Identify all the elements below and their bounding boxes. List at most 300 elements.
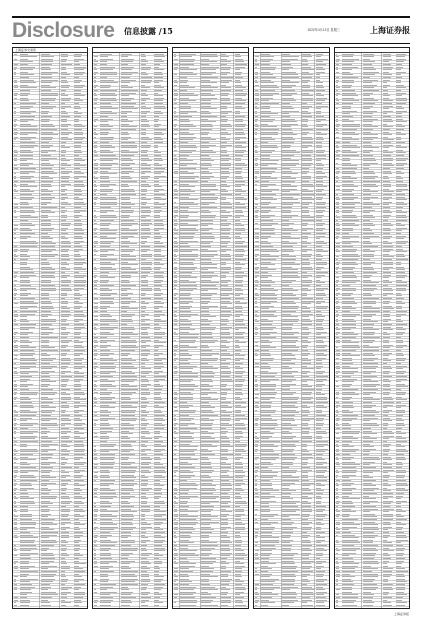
text-mark — [180, 503, 187, 504]
text-mark — [342, 316, 356, 317]
text-mark — [41, 576, 54, 577]
text-mark — [316, 527, 322, 528]
text-mark — [316, 384, 326, 385]
text-mark — [100, 145, 112, 146]
text-mark — [174, 454, 176, 455]
text-mark — [363, 186, 378, 187]
text-mark — [336, 189, 340, 190]
text-mark — [20, 524, 36, 525]
text-mark — [316, 119, 326, 120]
text-mark — [20, 509, 28, 510]
text-mark — [100, 160, 113, 161]
text-mark — [235, 373, 243, 374]
text-mark — [41, 327, 49, 328]
text-mark — [302, 410, 309, 411]
text-mark — [100, 470, 109, 471]
text-mark — [282, 360, 290, 361]
text-mark — [282, 69, 289, 70]
text-mark — [141, 264, 152, 265]
text-mark — [61, 87, 70, 88]
text-mark — [383, 384, 390, 385]
text-mark — [41, 358, 56, 359]
text-mark — [221, 446, 232, 447]
text-mark — [94, 298, 98, 299]
text-mark — [141, 428, 146, 429]
text-mark — [282, 189, 297, 190]
text-mark — [100, 173, 117, 174]
text-mark — [100, 321, 118, 322]
text-mark — [180, 428, 197, 429]
text-mark — [302, 155, 310, 156]
text-mark — [221, 163, 230, 164]
text-mark — [316, 288, 328, 289]
text-mark — [100, 298, 114, 299]
text-mark — [255, 280, 259, 281]
text-mark — [302, 470, 311, 471]
text-mark — [154, 558, 159, 559]
text-mark — [20, 202, 28, 203]
text-mark — [363, 373, 372, 374]
text-mark — [396, 498, 401, 499]
text-mark — [302, 176, 311, 177]
text-mark — [302, 72, 309, 73]
text-mark — [154, 540, 165, 541]
text-mark — [261, 392, 276, 393]
text-mark — [342, 277, 357, 278]
text-mark — [154, 113, 163, 114]
text-mark — [363, 472, 373, 473]
text-mark — [74, 394, 85, 395]
text-mark — [282, 225, 289, 226]
text-mark — [383, 285, 388, 286]
text-mark — [235, 410, 241, 411]
text-mark — [154, 126, 159, 127]
text-mark — [302, 412, 310, 413]
text-mark — [302, 519, 307, 520]
text-mark — [121, 59, 134, 60]
text-mark — [180, 381, 191, 382]
text-mark — [14, 566, 19, 567]
text-mark — [316, 423, 324, 424]
text-mark — [74, 119, 79, 120]
text-mark — [396, 189, 408, 190]
text-mark — [235, 87, 246, 88]
text-mark — [20, 397, 29, 398]
text-mark — [336, 220, 338, 221]
text-mark — [141, 420, 147, 421]
text-mark — [154, 587, 163, 588]
text-mark — [261, 220, 273, 221]
text-mark — [121, 600, 132, 601]
text-mark — [302, 542, 310, 543]
text-mark — [61, 428, 69, 429]
text-mark — [74, 592, 84, 593]
text-mark — [336, 470, 338, 471]
text-mark — [180, 485, 198, 486]
text-mark — [174, 602, 176, 603]
text-mark — [180, 298, 191, 299]
text-mark — [221, 324, 227, 325]
text-mark — [154, 332, 165, 333]
text-mark — [201, 384, 209, 385]
text-mark — [20, 415, 36, 416]
text-mark — [383, 371, 390, 372]
text-mark — [363, 441, 373, 442]
text-mark — [302, 485, 310, 486]
text-mark — [74, 381, 80, 382]
text-mark — [20, 54, 28, 55]
text-mark — [363, 368, 376, 369]
text-mark — [100, 129, 111, 130]
text-mark — [61, 256, 70, 257]
text-mark — [396, 194, 404, 195]
text-mark — [180, 314, 197, 315]
text-mark — [255, 176, 257, 177]
text-mark — [100, 327, 118, 328]
text-mark — [255, 163, 258, 164]
text-mark — [261, 246, 273, 247]
text-mark — [41, 483, 57, 484]
text-mark — [282, 337, 298, 338]
text-mark — [94, 121, 96, 122]
text-mark — [336, 483, 339, 484]
text-mark — [14, 563, 16, 564]
text-mark — [61, 171, 72, 172]
text-mark — [363, 446, 374, 447]
text-mark — [61, 194, 67, 195]
text-mark — [261, 459, 276, 460]
text-mark — [396, 98, 407, 99]
text-mark — [342, 197, 358, 198]
text-mark — [174, 116, 178, 117]
text-mark — [363, 366, 378, 367]
text-mark — [100, 111, 112, 112]
text-mark — [261, 381, 270, 382]
text-mark — [61, 446, 71, 447]
text-mark — [41, 475, 50, 476]
text-mark — [20, 345, 29, 346]
text-mark — [383, 212, 393, 213]
text-mark — [74, 262, 86, 263]
text-mark — [41, 56, 54, 57]
text-mark — [180, 272, 192, 273]
text-mark — [255, 446, 258, 447]
text-mark — [41, 506, 49, 507]
text-mark — [255, 215, 258, 216]
text-mark — [282, 321, 298, 322]
text-mark — [396, 56, 405, 57]
text-mark — [94, 251, 98, 252]
text-mark — [121, 303, 130, 304]
text-mark — [201, 600, 213, 601]
text-mark — [255, 77, 258, 78]
text-mark — [235, 475, 245, 476]
text-mark — [141, 267, 151, 268]
text-mark — [235, 288, 241, 289]
text-mark — [342, 230, 353, 231]
text-mark — [342, 243, 351, 244]
text-mark — [235, 186, 241, 187]
text-mark — [363, 496, 370, 497]
text-mark — [363, 254, 374, 255]
text-mark — [154, 93, 158, 94]
text-mark — [41, 319, 56, 320]
text-mark — [221, 184, 227, 185]
text-mark — [61, 397, 71, 398]
text-mark — [363, 462, 376, 463]
text-mark — [100, 587, 113, 588]
text-mark — [282, 329, 292, 330]
text-mark — [255, 366, 260, 367]
text-mark — [20, 449, 37, 450]
text-mark — [94, 77, 96, 78]
text-mark — [221, 511, 231, 512]
text-mark — [302, 220, 313, 221]
text-mark — [20, 431, 38, 432]
text-mark — [141, 56, 146, 57]
text-mark — [221, 532, 228, 533]
text-mark — [255, 509, 259, 510]
text-mark — [201, 363, 208, 364]
text-mark — [261, 558, 269, 559]
text-mark — [235, 386, 242, 387]
text-mark — [201, 493, 212, 494]
text-mark — [282, 204, 293, 205]
text-mark — [41, 314, 52, 315]
text-mark — [261, 483, 272, 484]
text-mark — [383, 113, 388, 114]
text-mark — [396, 303, 405, 304]
text-mark — [221, 537, 230, 538]
text-mark — [74, 295, 82, 296]
text-mark — [383, 402, 394, 403]
text-mark — [396, 204, 406, 205]
text-mark — [94, 415, 98, 416]
text-mark — [255, 342, 258, 343]
text-mark — [174, 345, 178, 346]
text-mark — [41, 571, 57, 572]
text-mark — [261, 514, 278, 515]
text-mark — [336, 80, 339, 81]
text-mark — [154, 467, 165, 468]
text-mark — [141, 368, 152, 369]
text-mark — [100, 108, 118, 109]
text-mark — [141, 514, 146, 515]
text-mark — [235, 168, 242, 169]
text-mark — [255, 212, 258, 213]
text-mark — [282, 319, 299, 320]
text-mark — [201, 425, 212, 426]
text-mark — [261, 605, 268, 606]
text-mark — [342, 87, 351, 88]
text-mark — [121, 230, 137, 231]
text-mark — [235, 592, 244, 593]
text-mark — [302, 347, 307, 348]
text-mark — [383, 345, 394, 346]
text-mark — [61, 537, 70, 538]
text-mark — [20, 152, 33, 153]
text-mark — [100, 103, 111, 104]
text-mark — [100, 371, 116, 372]
text-mark — [363, 353, 373, 354]
text-mark — [302, 217, 313, 218]
text-mark — [282, 576, 296, 577]
text-mark — [336, 324, 339, 325]
text-mark — [316, 477, 327, 478]
text-mark — [221, 228, 230, 229]
text-mark — [61, 111, 66, 112]
text-mark — [261, 566, 268, 567]
text-mark — [180, 566, 195, 567]
text-mark — [363, 420, 370, 421]
text-mark — [121, 488, 133, 489]
text-mark — [74, 194, 82, 195]
text-mark — [282, 103, 290, 104]
text-mark — [41, 202, 51, 203]
text-mark — [141, 454, 147, 455]
text-mark — [282, 230, 298, 231]
text-mark — [41, 412, 52, 413]
text-mark — [20, 581, 30, 582]
text-mark — [180, 59, 195, 60]
text-mark — [316, 85, 323, 86]
text-mark — [255, 301, 258, 302]
text-mark — [61, 373, 65, 374]
text-mark — [261, 321, 273, 322]
text-mark — [261, 262, 271, 263]
text-mark — [100, 243, 111, 244]
text-mark — [41, 197, 55, 198]
text-mark — [121, 516, 134, 517]
text-mark — [302, 230, 307, 231]
text-mark — [302, 178, 311, 179]
text-mark — [121, 441, 137, 442]
text-mark — [174, 503, 179, 504]
text-mark — [174, 509, 177, 510]
text-mark — [100, 594, 110, 595]
text-mark — [302, 233, 310, 234]
text-mark — [20, 56, 37, 57]
text-mark — [20, 306, 37, 307]
text-mark — [255, 496, 259, 497]
text-mark — [363, 384, 380, 385]
text-mark — [121, 82, 130, 83]
text-mark — [302, 121, 308, 122]
text-mark — [41, 498, 56, 499]
text-mark — [383, 95, 390, 96]
text-mark — [316, 373, 323, 374]
text-mark — [342, 363, 353, 364]
text-mark — [41, 386, 48, 387]
text-mark — [302, 337, 307, 338]
text-mark — [41, 74, 52, 75]
text-mark — [174, 548, 176, 549]
text-mark — [302, 493, 312, 494]
text-mark — [154, 597, 159, 598]
text-mark — [74, 165, 86, 166]
text-mark — [180, 316, 191, 317]
text-mark — [94, 168, 98, 169]
text-mark — [141, 524, 151, 525]
text-mark — [316, 438, 322, 439]
text-mark — [261, 251, 279, 252]
text-mark — [20, 433, 33, 434]
text-mark — [154, 366, 164, 367]
text-mark — [282, 462, 292, 463]
text-mark — [396, 459, 406, 460]
text-mark — [383, 493, 393, 494]
text-mark — [121, 165, 130, 166]
text-mark — [74, 600, 81, 601]
text-mark — [94, 514, 98, 515]
text-mark — [74, 171, 80, 172]
text-mark — [121, 124, 129, 125]
text-mark — [174, 529, 178, 530]
text-mark — [363, 303, 376, 304]
text-mark — [221, 529, 225, 530]
text-mark — [20, 98, 28, 99]
text-mark — [282, 124, 298, 125]
text-mark — [261, 425, 278, 426]
text-mark — [20, 394, 37, 395]
text-mark — [316, 360, 322, 361]
text-mark — [383, 535, 390, 536]
text-mark — [141, 191, 147, 192]
text-mark — [74, 436, 80, 437]
text-mark — [221, 298, 231, 299]
text-mark — [61, 303, 69, 304]
text-mark — [154, 433, 160, 434]
text-mark — [180, 488, 197, 489]
text-mark — [282, 373, 292, 374]
text-mark — [363, 176, 379, 177]
text-mark — [396, 373, 404, 374]
text-mark — [383, 350, 389, 351]
text-mark — [74, 459, 80, 460]
text-mark — [342, 410, 349, 411]
text-mark — [100, 59, 113, 60]
text-mark — [282, 173, 298, 174]
text-mark — [154, 98, 164, 99]
text-mark — [121, 254, 130, 255]
text-mark — [316, 181, 323, 182]
text-mark — [154, 64, 160, 65]
text-mark — [336, 90, 339, 91]
text-mark — [342, 509, 351, 510]
text-mark — [41, 301, 51, 302]
text-mark — [342, 324, 356, 325]
text-mark — [235, 581, 244, 582]
text-mark — [180, 340, 196, 341]
text-mark — [141, 202, 148, 203]
text-mark — [336, 498, 338, 499]
text-mark — [235, 324, 245, 325]
text-mark — [201, 181, 208, 182]
text-mark — [94, 282, 97, 283]
text-mark — [396, 311, 407, 312]
text-mark — [180, 251, 192, 252]
text-mark — [74, 457, 83, 458]
text-mark — [121, 594, 131, 595]
text-mark — [121, 54, 133, 55]
text-mark — [41, 566, 58, 567]
text-mark — [221, 592, 228, 593]
text-mark — [41, 366, 58, 367]
text-mark — [100, 80, 114, 81]
text-mark — [94, 334, 96, 335]
text-mark — [174, 59, 178, 60]
text-mark — [396, 308, 402, 309]
